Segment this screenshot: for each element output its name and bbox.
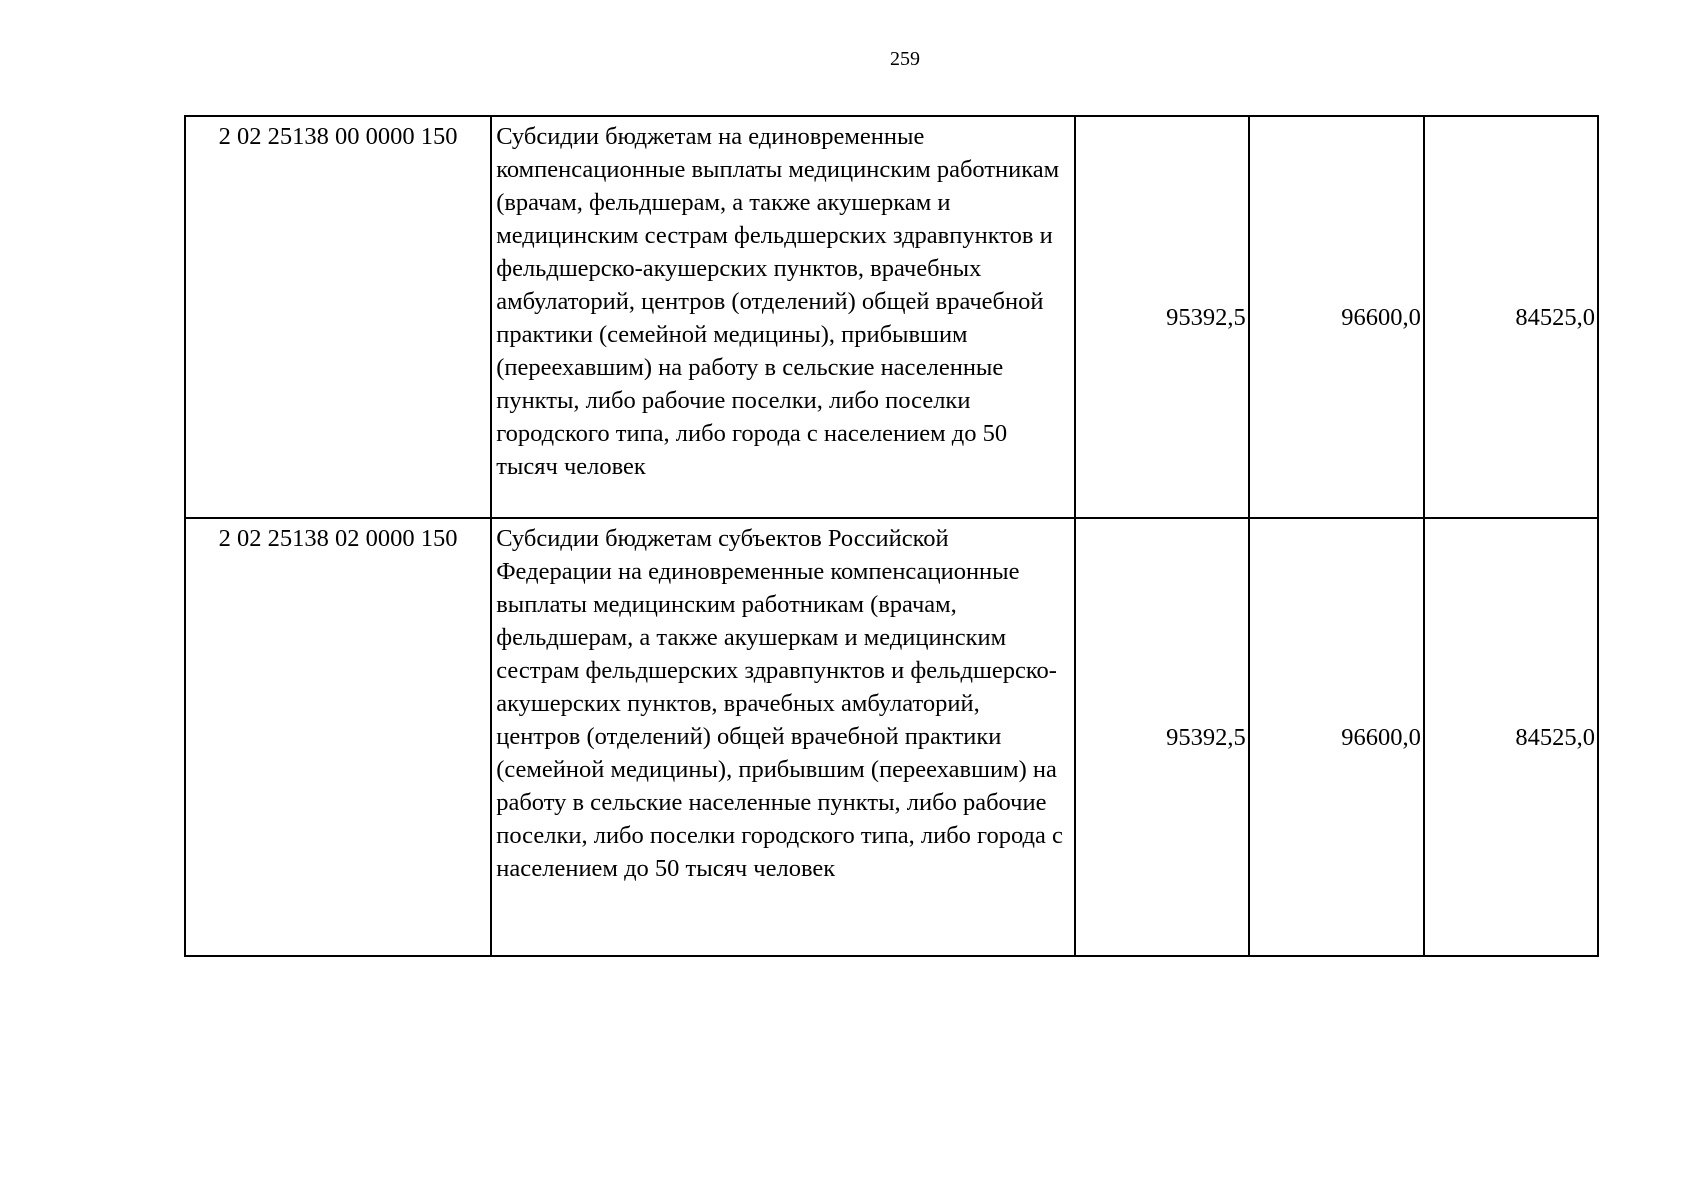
table-row [185, 518, 1598, 956]
value-cell-1: 95392,5 [1075, 518, 1249, 956]
budget-code-cell: 2 02 25138 00 0000 150 [185, 116, 491, 518]
table-row [185, 116, 1598, 518]
description-cell: Субсидии бюджетам на единовременные компенсационные выплаты медицинским работникам (врачам, фельдшерам, а также акушеркам и медицинским сестрам фельдшерских здравпунктов и фельдшерско-акушерских пунктов, врачебных амбулаторий, центров (отделений) общей врачебной практики (семейной медицины), прибывшим (переехавшим) на работу в сельские населенные пункты, либо рабочие поселки, либо поселки городского типа, либо города с населением до 50 тысяч человек [491, 116, 1074, 518]
value-cell-1: 95392,5 [1075, 116, 1249, 518]
value-cell-3: 84525,0 [1424, 116, 1598, 518]
description-cell: Субсидии бюджетам субъектов Российской Федерации на единовременные компенсационные выплаты медицинским работникам (врачам, фельдшерам, а также акушеркам и медицинским сестрам фельдшерских здравпунктов и фельдшерско-акушерских пунктов, врачебных амбулаторий, центров (отделений) общей врачебной практики (семейной медицины), прибывшим (переехавшим) на работу в сельские населенные пункты, либо рабочие поселки, либо поселки городского типа, либо города с населением до 50 тысяч человек [491, 518, 1074, 956]
value-cell-3: 84525,0 [1424, 518, 1598, 956]
value-cell-2: 96600,0 [1249, 116, 1424, 518]
value-cell-2: 96600,0 [1249, 518, 1424, 956]
page-number: 259 [890, 48, 920, 70]
budget-code-cell: 2 02 25138 02 0000 150 [185, 518, 491, 956]
budget-table [184, 115, 1599, 957]
